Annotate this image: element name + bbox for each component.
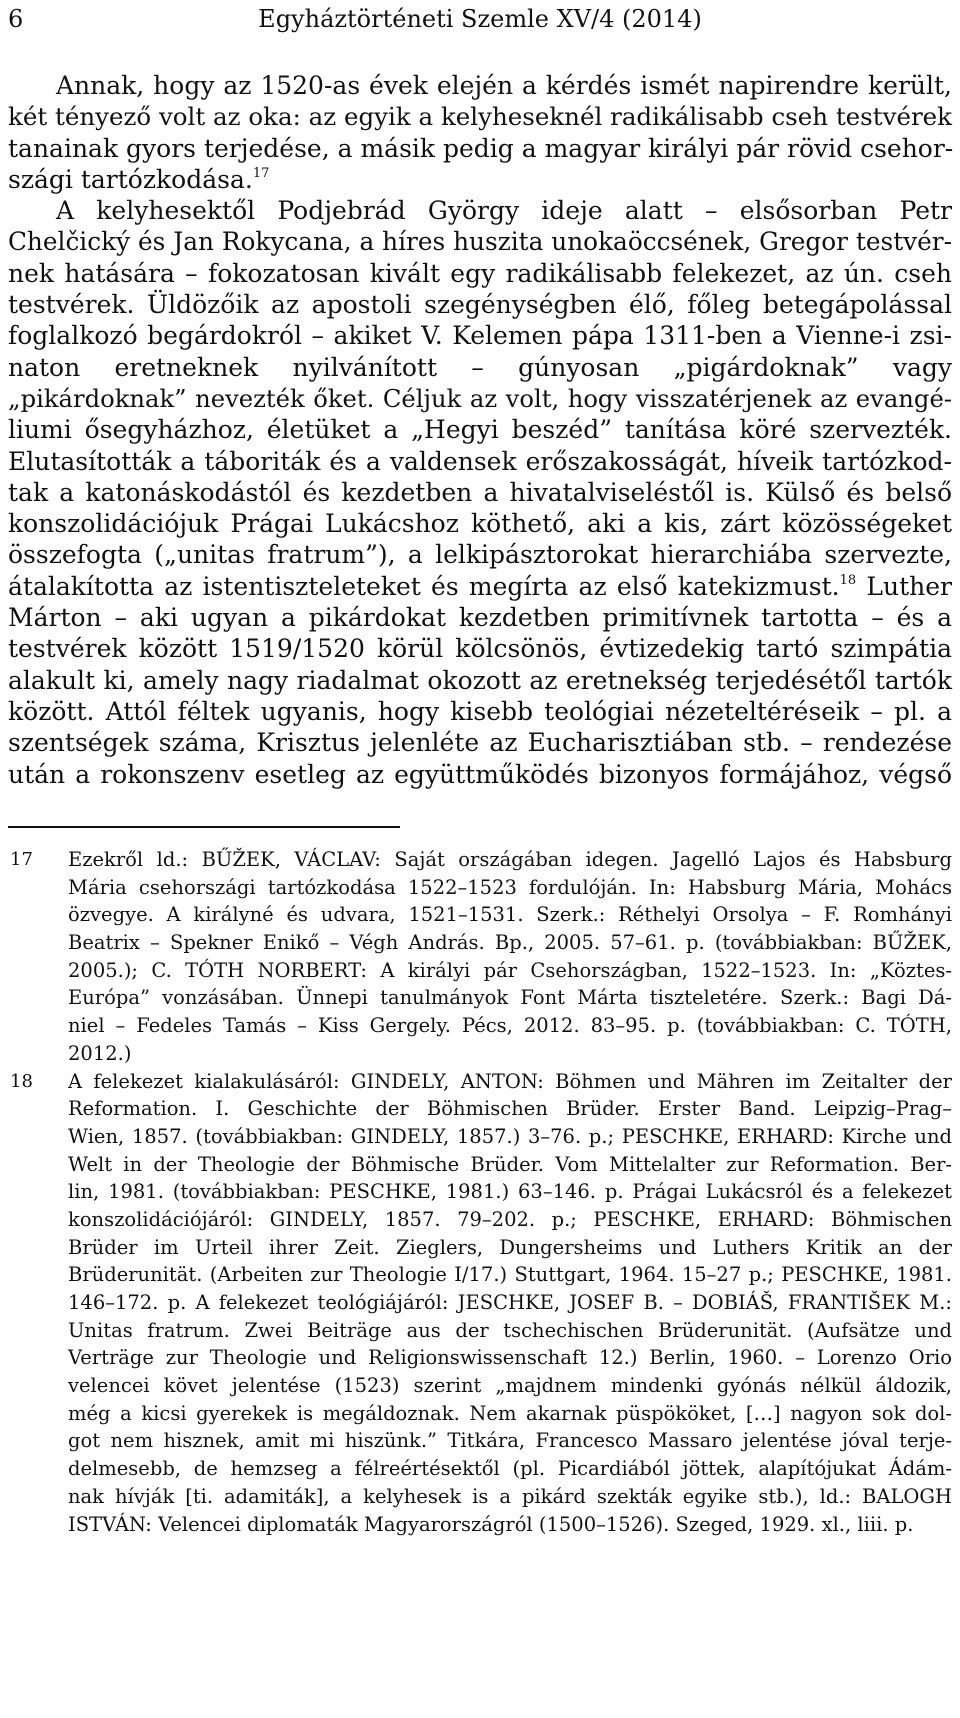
footnote-line: Ezekről ld.: BŰŽEK, VÁCLAV: Saját országában idegen. Jagelló Lajos és Habsburg — [68, 848, 952, 871]
footnote-ref-17[interactable]: 17 — [252, 165, 270, 181]
text-line: két tényező volt az oka: az egyik a kelyheseknél radikálisabb cseh testvérek — [8, 102, 952, 132]
text-line: alakult ki, amely nagy riadalmat okozott az eretnekség terjedésétől tartók — [8, 665, 952, 695]
footnote-line: nak hívják [ti. adamiták], a kelyhesek is a pikárd szekták egyike stb.), ld.: BALOGH — [68, 1484, 952, 1508]
text-line: A kelyhesektől Podjebrád György ideje alatt – elsősorban Petr — [56, 196, 952, 226]
footnote-line: özvegye. A királyné és udvara, 1521–1531. Szerk.: Réthelyi Orsolya – F. Romhányi — [68, 903, 952, 927]
text-line: Elutasították a táboriták és a valdensek erőszakosságát, híveik tartózkod- — [8, 446, 952, 476]
footnote-18 — [8, 1068, 952, 1539]
text-line: naton eretneknek nyilvánított – gúnyosan „pigárdoknak” vagy — [8, 352, 952, 382]
footnote-line: Verträge zur Theologie und Religionswissenschaft 12.) Berlin, 1960. – Lorenzo Orio — [68, 1346, 952, 1370]
text-line: Chelčický és Jan Rokycana, a híres huszita unokaöccsének, Gregor testvér- — [8, 227, 952, 257]
footnote-line: Welt in der Theologie der Böhmische Brüder. Vom Mittelalter zur Reformation. Ber- — [68, 1152, 952, 1176]
running-title: Egyháztörténeti Szemle XV/4 (2014) — [258, 5, 702, 33]
footnote-line: Reformation. I. Geschichte der Böhmischen Brüder. Erster Band. Leipzig–Prag– — [68, 1097, 952, 1121]
footnote-separator — [8, 826, 400, 828]
text-line: testvérek között 1519/1520 körül kölcsönös, évtizedekig tartó szimpátia — [8, 634, 952, 664]
footnote-line: ISTVÁN: Velencei diplomaták Magyarországról (1500–1526). Szeged, 1929. xl., liii. p. — [68, 1512, 914, 1536]
footnote-line: 2005.); C. TÓTH NORBERT: A királyi pár Csehországban, 1522–1523. In: „Köztes- — [68, 958, 952, 982]
footnotes-section — [8, 846, 952, 1538]
text-fragment: szági tartózkodása. — [8, 164, 253, 194]
page-number: 6 — [8, 5, 24, 33]
page-header — [8, 2, 952, 40]
footnote-line: velencei követ jelentése (1523) szerint „majdnem mindenki gyónás nélkül áldozik, — [68, 1374, 952, 1398]
text-line: liumi ősegyházhoz, életüket a „Hegyi beszéd” tanítása köré szervezték. — [8, 415, 952, 445]
footnote-line: még a kicsi gyerekek is megáldoznak. Nem akarnak püspököket, […] nagyon sok dol- — [68, 1401, 952, 1425]
footnote-ref-18[interactable]: 18 — [839, 572, 857, 588]
text-line: után a rokonszenv esetleg az együttműködés bizonyos formájához, végső — [8, 759, 952, 789]
footnote-line: got nem hisznek, amit mi hiszünk.” Titkára, Francesco Massaro jelentése jóval terje- — [68, 1429, 952, 1453]
text-line: szentségek száma, Krisztus jelenléte az Eucharisztiában stb. – rendezése — [8, 728, 952, 758]
text-line: konszolidációjuk Prágai Lukácshoz köthető, aki a kis, zárt közösségeket — [8, 509, 952, 539]
text-line: „pikárdoknak” nevezték őket. Céljuk az volt, hogy visszatérjenek az evangé- — [8, 383, 952, 413]
footnote-number: 18 — [10, 1070, 33, 1092]
text-fragment: átalakította az istentiszteleteket és megírta az első katekizmust. — [8, 571, 840, 601]
footnote-line: 2012.) — [68, 1041, 132, 1065]
footnote-line: konszolidációjáról: GINDELY, 1857. 79–202. p.; PESCHKE, ERHARD: Böhmischen — [68, 1207, 952, 1231]
text-line — [8, 164, 952, 195]
text-line: tak a katonáskodástól és kezdetben a hivatalviseléstől is. Külső és belső — [8, 477, 952, 507]
footnote-line: Mária csehországi tartózkodása 1522–1523 fordulóján. In: Habsburg Mária, Mohács — [68, 875, 952, 899]
text-line: Annak, hogy az 1520-as évek elején a kérdés ismét napirendre került, — [56, 71, 952, 100]
text-line: nek hatására – fokozatosan kivált egy radikálisabb felekezet, az ún. cseh — [8, 258, 952, 288]
footnote-line: Európa” vonzásában. Ünnepi tanulmányok Font Márta tiszteletére. Szerk.: Bagi Dá- — [68, 986, 952, 1010]
footnote-line: lin, 1981. (továbbiakban: PESCHKE, 1981.) 63–146. p. Prágai Lukácsról és a felekezet — [68, 1180, 952, 1204]
text-fragment: Luther — [856, 571, 953, 601]
text-line: között. Attól féltek ugyanis, hogy kisebb teológiai nézeteltéréseik – pl. a — [8, 696, 952, 726]
footnote-17 — [8, 846, 952, 1068]
text-line: összefogta („unitas fratrum”), a lelkipásztorokat hierarchiába szervezte, — [8, 540, 952, 570]
footnote-line: Wien, 1857. (továbbiakban: GINDELY, 1857.) 3–76. p.; PESCHKE, ERHARD: Kirche und — [68, 1124, 952, 1148]
footnote-number: 17 — [10, 849, 33, 870]
footnote-line: Brüderunität. (Arbeiten zur Theologie I/17.) Stuttgart, 1964. 15–27 p.; PESCHKE, 1981. — [68, 1263, 952, 1287]
text-line: Márton – aki ugyan a pikárdokat kezdetben primitívnek tartotta – és a — [8, 603, 952, 633]
text-line: foglalkozó begárdokról – akiket V. Kelemen pápa 1311-ben a Vienne-i zsi- — [8, 321, 952, 351]
footnote-line: A felekezet kialakulásáról: GINDELY, ANTON: Böhmen und Mähren im Zeitalter der — [68, 1069, 952, 1093]
footnote-line: Beatrix – Spekner Enikő – Végh András. Bp., 2005. 57–61. p. (továbbiakban: BŰŽEK, — [68, 931, 952, 955]
footnote-line: 146–172. p. A felekezet teológiájáról: JESCHKE, JOSEF B. – DOBIÁŠ, FRANTIŠEK M.: — [68, 1291, 952, 1314]
text-line — [8, 571, 952, 602]
main-text — [8, 70, 952, 790]
footnote-line: Brüder im Urteil ihrer Zeit. Zieglers, Dungersheims und Luthers Kritik an der — [68, 1235, 952, 1259]
footnote-line: Unitas fratrum. Zwei Beiträge aus der tschechischen Brüderunität. (Aufsätze und — [68, 1318, 952, 1342]
footnote-line: delmesebb, de hemzseg a félreértésektől (pl. Picardiából jöttek, alapítójukat Ádám- — [68, 1457, 952, 1481]
text-line: testvérek. Üldözőik az apostoli szegénységben élő, főleg betegápolással — [8, 290, 952, 320]
footnote-line: niel – Fedeles Tamás – Kiss Gergely. Pécs, 2012. 83–95. p. (továbbiakban: C. TÓTH, — [68, 1014, 952, 1038]
text-line: tanainak gyors terjedése, a másik pedig a magyar királyi pár rövid csehor- — [8, 133, 954, 163]
